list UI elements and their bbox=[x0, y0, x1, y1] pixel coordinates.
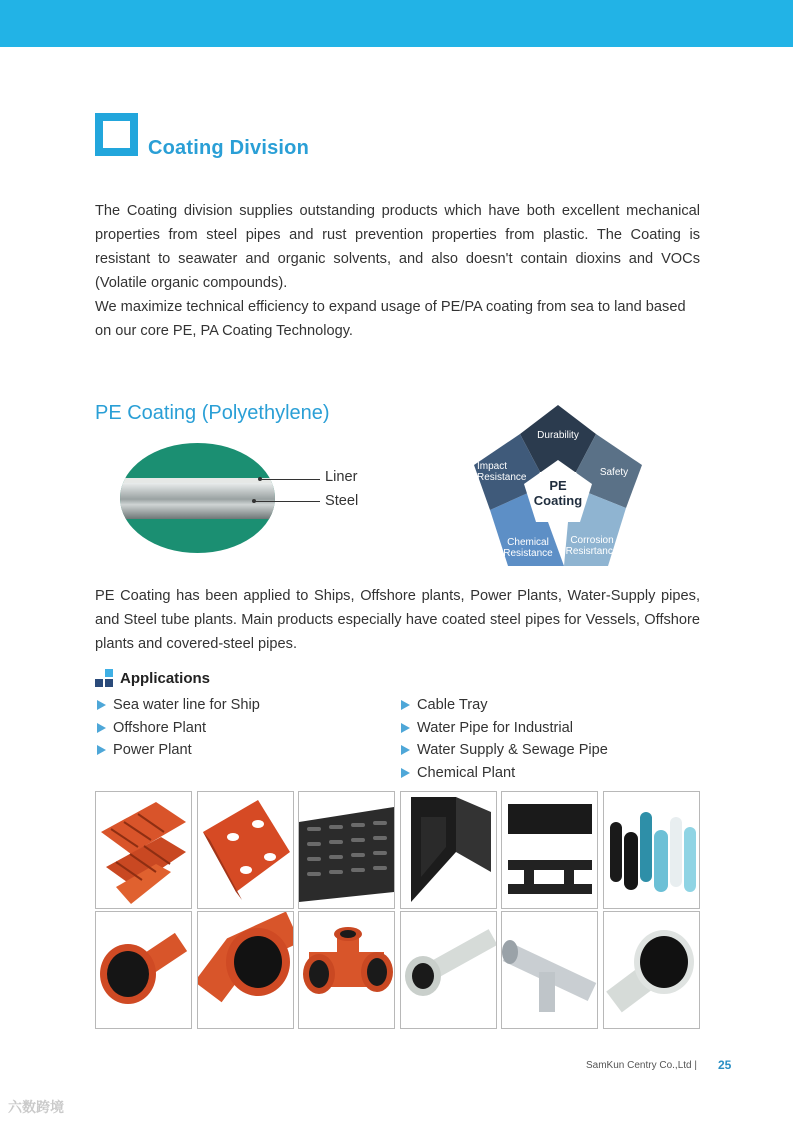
segment-label-chemical-1: Chemical bbox=[507, 537, 549, 548]
photo-coated-pipe-samples bbox=[603, 791, 700, 909]
pe-coating-title: PE Coating (Polyethylene) bbox=[95, 402, 330, 424]
applications-list-right bbox=[399, 694, 608, 785]
photo-red-pipe-tee bbox=[298, 911, 395, 1029]
list-item: Offshore Plant bbox=[95, 717, 260, 740]
photo-grey-pipe-branch bbox=[501, 911, 598, 1029]
segment-label-safety: Safety bbox=[599, 467, 629, 478]
photo-red-cable-tray-plate bbox=[197, 791, 294, 909]
steel-label: Steel bbox=[325, 493, 359, 509]
section-square-icon bbox=[95, 113, 138, 156]
section-title: Coating Division bbox=[148, 137, 309, 159]
triangle-bullet-icon bbox=[97, 723, 106, 733]
list-item: Power Plant bbox=[95, 739, 260, 762]
segment-label-corrosion-2: Resisrtance bbox=[565, 546, 619, 557]
pe-coating-properties-diagram bbox=[468, 400, 648, 570]
applications-squares-icon bbox=[95, 669, 113, 687]
intro-paragraph-1: The Coating division supplies outstanding products which have both excellent mechanical properties from steel pipes and rust prevention properties from plastic. The Coating is resistant to seawater and organic solvents, and also doesn't contain dioxins and VOCs (Volatile organic compounds). bbox=[95, 203, 700, 291]
photo-black-tray-bracket bbox=[501, 791, 598, 909]
photo-black-perforated-tray bbox=[298, 791, 395, 909]
top-accent-bar bbox=[0, 0, 793, 47]
pe-coating-description: PE Coating has been applied to Ships, Offshore plants, Power Plants, Water-Supply pipes, and Steel tube plants. Main products especially have coated steel pipes for Vessels, Offshore plants and covered-steel pipes. bbox=[95, 588, 700, 652]
steel-leader-line bbox=[254, 501, 320, 502]
triangle-bullet-icon bbox=[401, 745, 410, 755]
liner-label: Liner bbox=[325, 469, 358, 485]
watermark: 六数跨境 bbox=[8, 1099, 64, 1115]
list-item: Cable Tray bbox=[399, 694, 608, 717]
triangle-bullet-icon bbox=[401, 723, 410, 733]
liner-leader-line bbox=[260, 479, 320, 480]
photo-red-cable-tray-ladder bbox=[95, 791, 192, 909]
pe-cross-section-photo bbox=[120, 443, 275, 553]
intro-paragraph-2: We maximize technical efficiency to expand usage of PE/PA coating from sea to land based on our core PE, PA Coating Technology. bbox=[95, 299, 686, 339]
list-item: Water Pipe for Industrial bbox=[399, 717, 608, 740]
list-item: Water Supply & Sewage Pipe bbox=[399, 739, 608, 762]
segment-label-impact-2: Resistance bbox=[477, 472, 527, 483]
list-item: Sea water line for Ship bbox=[95, 694, 260, 717]
photo-white-pipe-flange-end bbox=[603, 911, 700, 1029]
triangle-bullet-icon bbox=[97, 745, 106, 755]
photo-black-coated-panel bbox=[400, 791, 497, 909]
list-item: Chemical Plant bbox=[399, 762, 608, 785]
intro-text bbox=[95, 199, 700, 343]
center-label-pe: PE bbox=[549, 478, 567, 493]
segment-label-corrosion-1: Corrosion bbox=[570, 535, 614, 546]
triangle-bullet-icon bbox=[401, 768, 410, 778]
applications-list-left bbox=[95, 694, 260, 762]
page-number: 25 bbox=[718, 1058, 732, 1072]
footer-company: SamKun Centry Co.,Ltd | bbox=[586, 1060, 697, 1071]
product-gallery bbox=[95, 791, 700, 1029]
photo-white-flanged-pipe bbox=[400, 911, 497, 1029]
segment-label-chemical-2: Resistance bbox=[503, 548, 553, 559]
segment-label-impact-1: Impact bbox=[477, 461, 508, 472]
photo-red-pipe-bend bbox=[95, 911, 192, 1029]
center-label-coating: Coating bbox=[533, 493, 583, 508]
applications-title: Applications bbox=[120, 670, 211, 687]
triangle-bullet-icon bbox=[97, 700, 106, 710]
photo-red-pipe-reducer bbox=[197, 911, 294, 1029]
segment-label-durability: Durability bbox=[537, 430, 579, 441]
triangle-bullet-icon bbox=[401, 700, 410, 710]
